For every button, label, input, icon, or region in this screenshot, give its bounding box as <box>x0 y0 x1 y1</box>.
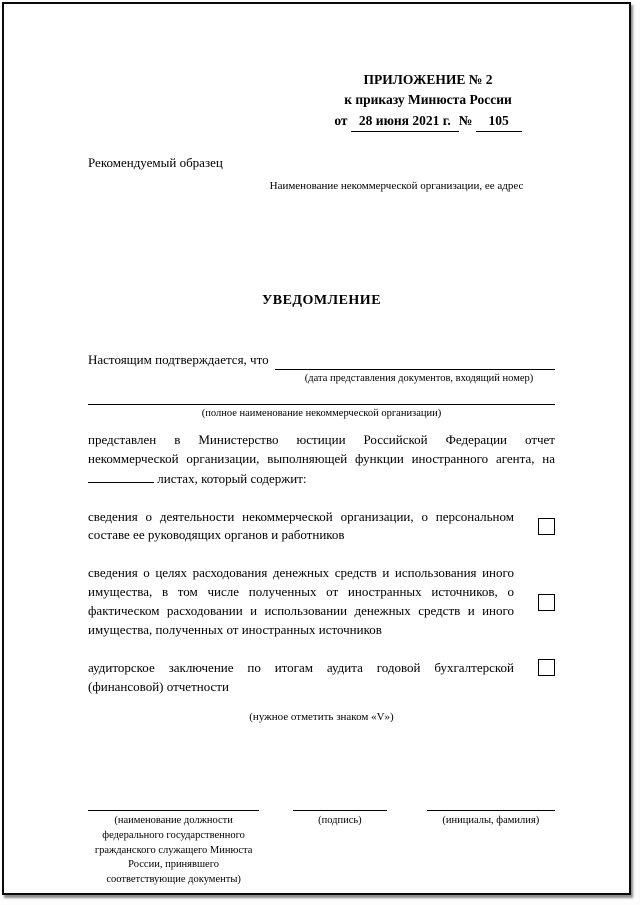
confirmation-line <box>88 351 555 370</box>
from-label: от <box>334 112 348 128</box>
order-date-line <box>303 111 553 132</box>
name-caption: (инициалы, фамилия) <box>442 815 540 827</box>
audit-report-checkbox[interactable] <box>538 659 555 676</box>
report-item-audit <box>88 659 555 697</box>
official-position-column <box>88 810 259 887</box>
order-reference: к приказу Минюста России <box>344 92 512 108</box>
paragraph-text-before: представлен в Министерство юстиции Российской Федерации отчет некоммерческой организации, выполняющей функции иностранного агента, на <box>88 432 555 466</box>
official-position-caption: (наименование должности федерального государственного гражданского служащего Минюста России, принявшего соответствующие документы) <box>94 815 253 886</box>
appendix-header <box>303 70 553 132</box>
confirmation-text: Настоящим подтверждается, что <box>88 351 269 367</box>
signature-blank <box>293 810 386 811</box>
main-paragraph <box>88 431 555 489</box>
report-item-activity-text: сведения о деятельности некоммерческой организации, о персональном составе ее руководящих органов и работников <box>88 508 514 543</box>
checkbox-wrap <box>538 564 555 639</box>
organization-name-blank <box>88 402 555 405</box>
recommended-sample-label: Рекомендуемый образец <box>88 154 223 170</box>
report-item-spending-text: сведения о целях расходования денежных средств и использования иного имущества, в том числе полученных от иностранных источников, о фактическом расходовании и использовании денежных средств и иного имущества, полученных от иностранных источников <box>88 565 514 637</box>
organization-name-line-caption: (полное наименование некоммерческой организации) <box>201 407 442 419</box>
paragraph-text-after: листах, который содержит: <box>157 470 307 486</box>
date-number-blank <box>275 354 555 370</box>
report-item-activity <box>88 508 555 546</box>
official-position-blank <box>88 810 259 811</box>
number-label: № <box>458 112 473 128</box>
order-date-value: 28 июня 2021 г. <box>351 111 459 132</box>
spending-report-checkbox[interactable] <box>538 594 555 611</box>
checkbox-wrap <box>538 659 555 697</box>
appendix-title: ПРИЛОЖЕНИЕ № 2 <box>363 72 493 87</box>
page-title: УВЕДОМЛЕНИЕ <box>261 292 382 308</box>
mark-instruction: (нужное отметить знаком «V») <box>249 711 394 724</box>
report-item-spending <box>88 564 555 639</box>
report-item-audit-text: аудиторское заключение по итогам аудита годовой бухгалтерской (финансовой) отчетности <box>88 659 514 694</box>
name-blank <box>427 810 555 811</box>
signature-section <box>88 810 555 887</box>
date-number-caption: (дата представления документов, входящий номер) <box>304 372 534 384</box>
order-number-value: 105 <box>476 111 522 132</box>
organization-name-caption: Наименование некоммерческой организации, ее адрес <box>269 179 524 192</box>
signature-caption: (подпись) <box>318 815 362 827</box>
checkbox-wrap <box>538 508 555 546</box>
name-column <box>427 810 555 887</box>
activity-report-checkbox[interactable] <box>538 518 555 535</box>
document-page <box>2 2 631 895</box>
sheets-count-blank <box>88 469 154 483</box>
document-content <box>4 70 629 888</box>
signature-column <box>293 810 386 887</box>
